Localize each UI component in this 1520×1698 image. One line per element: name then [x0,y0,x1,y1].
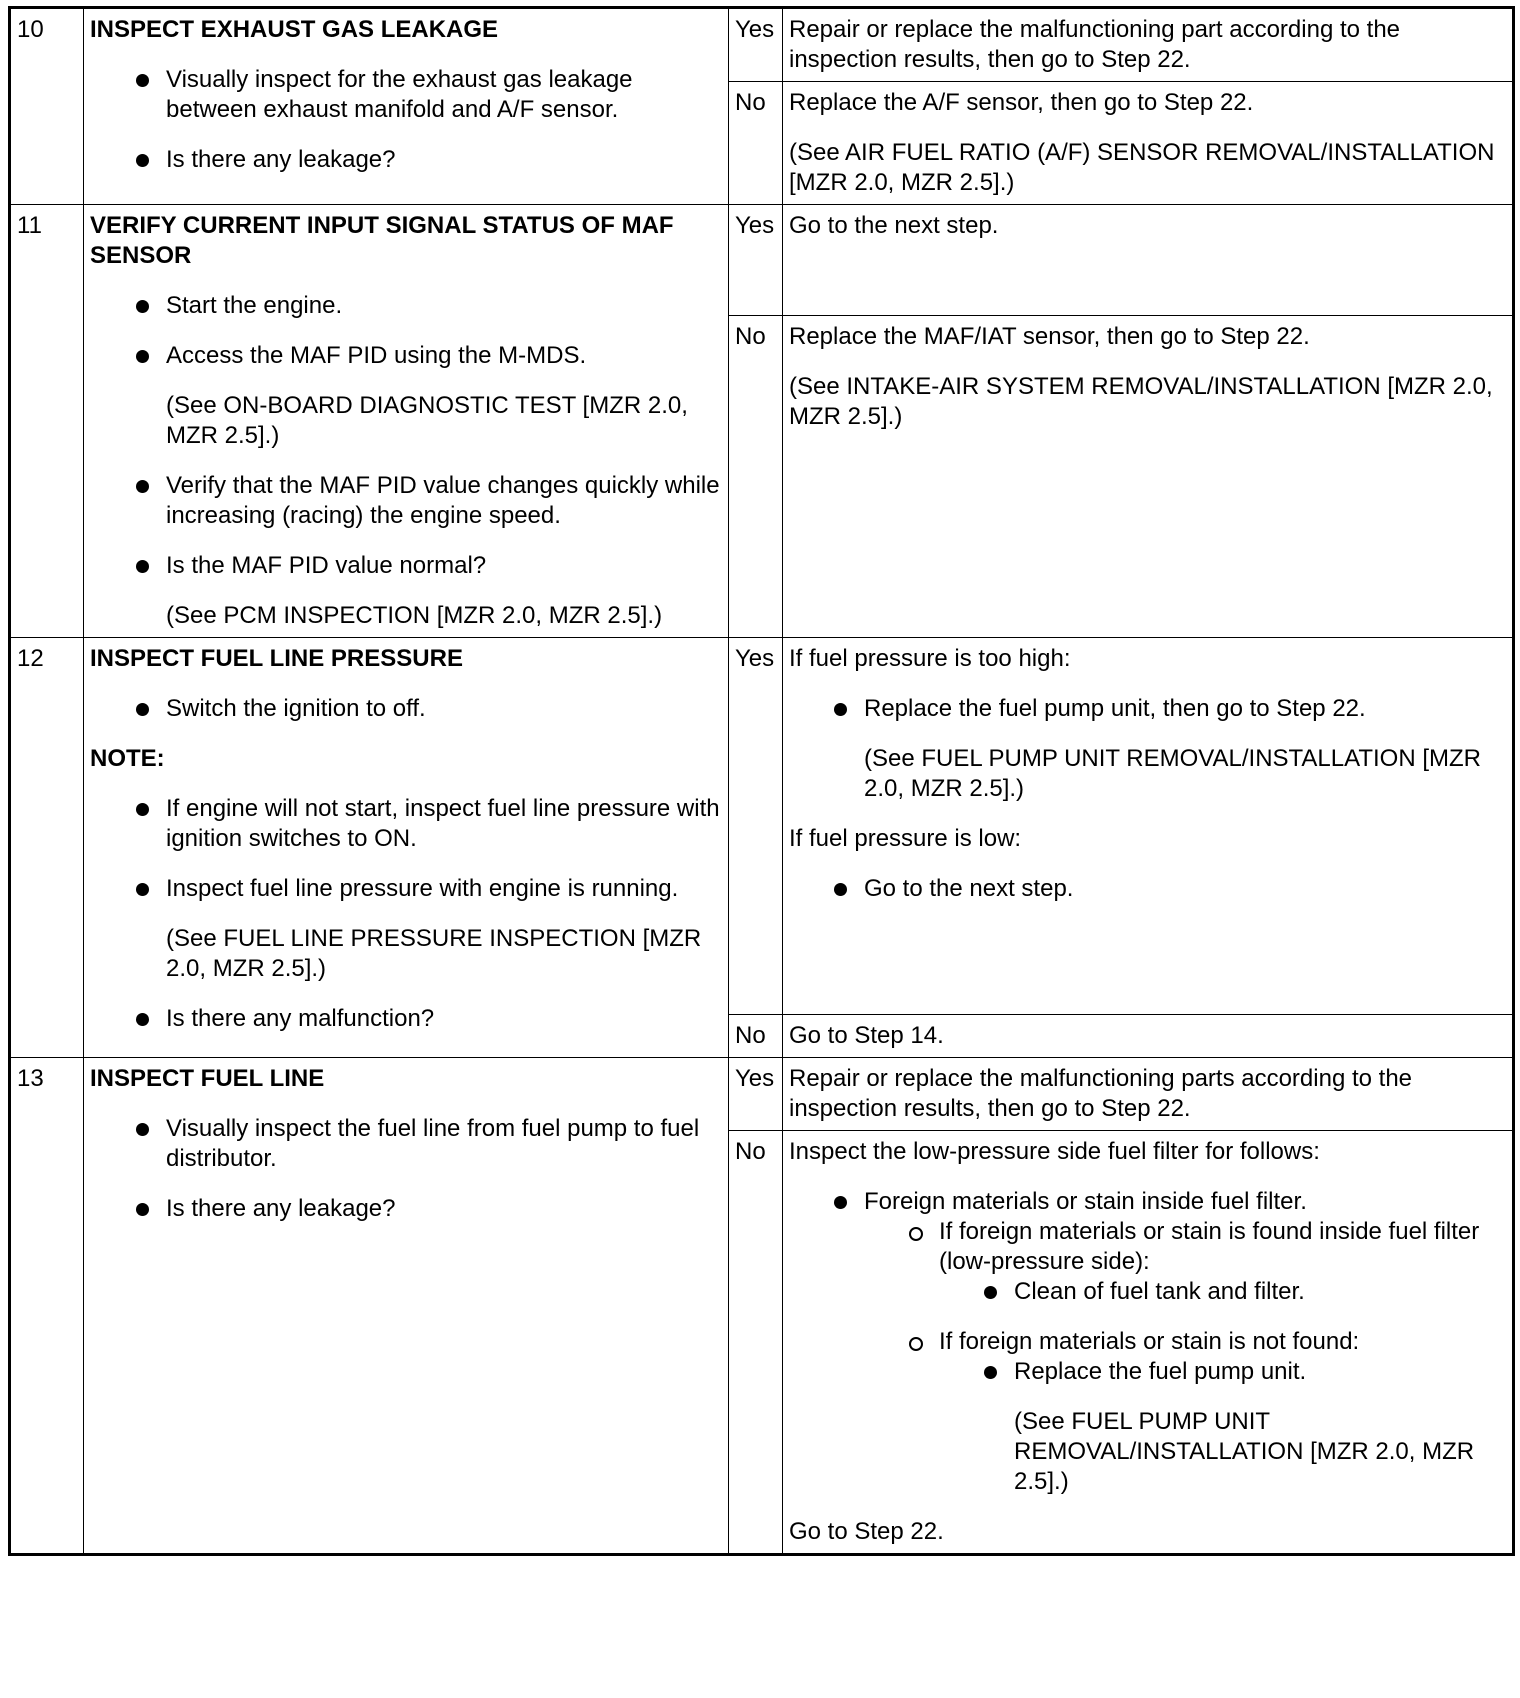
step-12-row-yes [10,638,1514,1015]
action-item: Is there any malfunction? [166,1004,722,1034]
result-list [789,1187,1506,1497]
reference-text: (See INTAKE-AIR SYSTEM REMOVAL/INSTALLATION [MZR 2.0, MZR 2.5].) [789,373,1493,430]
reference-text: (See AIR FUEL RATIO (A/F) SENSOR REMOVAL/INSTALLATION [MZR 2.0, MZR 2.5].) [789,139,1495,196]
sub-condition-text: If foreign materials or stain is not found: [939,1328,1360,1355]
yes-result: Repair or replace the malfunctioning part according to the inspection results, then go to Step 22. [783,8,1514,82]
result-item [864,694,1506,804]
sub-action-text: Replace the fuel pump unit. [1014,1358,1307,1385]
step-number: 11 [10,205,84,638]
step-title: INSPECT FUEL LINE [90,1065,325,1092]
step-12-action [84,638,729,1058]
result-text: Replace the A/F sensor, then go to Step 22. [789,89,1254,116]
step-10-row-yes [10,8,1514,82]
sub-condition-text: If foreign materials or stain is found inside fuel filter (low-pressure side): [939,1218,1480,1275]
result-text: Replace the MAF/IAT sensor, then go to Step 22. [789,323,1310,350]
note-item [166,874,722,984]
result-item-text: Replace the fuel pump unit, then go to Step 22. [864,695,1366,722]
no-result: Go to Step 14. [783,1015,1514,1058]
result-text: Go to Step 22. [789,1518,944,1545]
step-13-row-yes [10,1058,1514,1131]
reference-text: (See FUEL PUMP UNIT REMOVAL/INSTALLATION [MZR 2.0, MZR 2.5].) [1014,1408,1475,1495]
no-result [783,316,1514,638]
condition-text: If fuel pressure is too high: [789,645,1071,672]
yes-result: Repair or replace the malfunctioning parts according to the inspection results, then go to Step 22. [783,1058,1514,1131]
condition-text: If fuel pressure is low: [789,825,1022,852]
action-list [90,65,722,175]
reference-text: (See FUEL LINE PRESSURE INSPECTION [MZR 2.0, MZR 2.5].) [166,925,702,982]
yes-label: Yes [729,8,783,82]
no-result [783,82,1514,205]
result-item: Go to the next step. [864,874,1506,904]
note-list [90,794,722,1034]
sub-condition-item [939,1217,1506,1307]
step-11-row-yes [10,205,1514,316]
yes-label: Yes [729,205,783,316]
result-item-text: Foreign materials or stain inside fuel filter. [864,1188,1307,1215]
no-result [783,1131,1514,1555]
action-item: Start the engine. [166,291,722,321]
step-number: 10 [10,8,84,205]
note-item: If engine will not start, inspect fuel line pressure with ignition switches to ON. [166,794,722,854]
sub-action-item: Clean of fuel tank and filter. [1014,1277,1506,1307]
no-label: No [729,316,783,638]
action-item: Is there any leakage? [166,1194,722,1224]
note-heading: NOTE: [90,745,165,772]
yes-label: Yes [729,1058,783,1131]
note-item-text: Inspect fuel line pressure with engine is running. [166,875,679,902]
result-item [864,1187,1506,1497]
step-13-action [84,1058,729,1555]
action-item-text: Access the MAF PID using the M-MDS. [166,342,587,369]
no-label: No [729,82,783,205]
yes-result: Go to the next step. [783,205,1514,316]
reference-text: (See ON-BOARD DIAGNOSTIC TEST [MZR 2.0, MZR 2.5].) [166,392,688,449]
yes-result [783,638,1514,1015]
step-number: 13 [10,1058,84,1555]
action-item: Verify that the MAF PID value changes quickly while increasing (racing) the engine speed. [166,471,722,531]
step-title: INSPECT EXHAUST GAS LEAKAGE [90,16,499,43]
action-list [90,291,722,631]
sub-condition-item [939,1327,1506,1497]
step-title: VERIFY CURRENT INPUT SIGNAL STATUS OF MAF SENSOR [90,212,674,269]
reference-text: (See PCM INSPECTION [MZR 2.0, MZR 2.5].) [166,602,663,629]
action-item: Is there any leakage? [166,145,722,175]
step-11-action [84,205,729,638]
step-10-action [84,8,729,205]
sub-condition-list [864,1217,1506,1497]
procedure-page [8,6,1512,1556]
result-list [789,694,1506,804]
action-item: Visually inspect for the exhaust gas leakage between exhaust manifold and A/F sensor. [166,65,722,125]
action-item [166,341,722,451]
step-number: 12 [10,638,84,1058]
action-item: Switch the ignition to off. [166,694,722,724]
sub-action-item [1014,1357,1506,1497]
step-title: INSPECT FUEL LINE PRESSURE [90,645,463,672]
action-list [90,694,722,724]
yes-label: Yes [729,638,783,1015]
result-text: Inspect the low-pressure side fuel filter for follows: [789,1138,1320,1165]
sub-action-list [939,1277,1506,1307]
no-label: No [729,1131,783,1555]
action-list [90,1114,722,1224]
action-item [166,551,722,631]
result-list [789,874,1506,904]
no-label: No [729,1015,783,1058]
action-item: Visually inspect the fuel line from fuel pump to fuel distributor. [166,1114,722,1174]
diagnostic-procedure-table [8,6,1515,1556]
reference-text: (See FUEL PUMP UNIT REMOVAL/INSTALLATION [MZR 2.0, MZR 2.5].) [864,745,1482,802]
sub-action-list [939,1357,1506,1497]
action-item-text: Is the MAF PID value normal? [166,552,487,579]
